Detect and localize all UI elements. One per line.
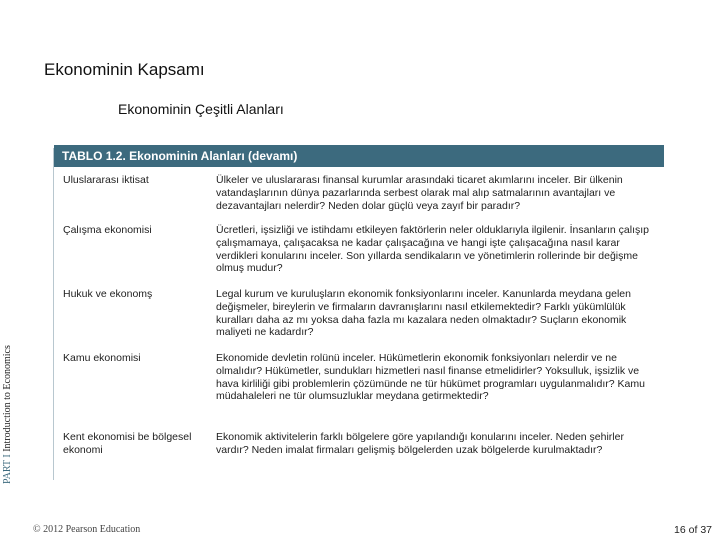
part-side-label: [2, 345, 13, 484]
row-description: Ekonomik aktivitelerin farklı bölgelere göre yapılandığı konularını inceler. Neden şehirler vardır? Neden imalat firmaları gelişmiş bölgelerden uzak bölgelerde kurulmaktadır?: [216, 431, 624, 456]
table-header: TABLO 1.2. Ekonominin Alanları (devamı): [54, 145, 664, 167]
row-description: Legal kurum ve kuruluşların ekonomik fonksiyonlarını inceler. Kanunlarda meydana gelen değişmeler, bireylerin ve firmaların davranışlarını nasıl etkilemektedir? Farklı yükümlülük kuralları daha az mı yoksa daha fazla mı kazalara neden olmaktadır? Suçların ekonomik maliyeti ne kadardır?: [216, 288, 631, 339]
slide-title: Ekonominin Kapsamı: [44, 60, 205, 79]
page-number: 16 of 37: [674, 524, 712, 536]
row-term: Kent ekonomisi be bölgesel ekonomi: [63, 431, 192, 456]
row-description: Ekonomide devletin rolünü inceler. Hükümetlerin ekonomik fonksiyonları nelerdir ve ne olmalıdır? Hükümetler, sundukları hizmetleri nasıl finanse etmelidirler? Yoksulluk, işsizlik ve hava kirliliği gibi problemlerin çözümünde ne tür hükümet programları uygulanmalıdır? Kamu müdahaleleri ne tür olumsuzluklar meydana getirmektedir?: [216, 352, 645, 403]
table-left-border: [53, 148, 54, 480]
row-description: Ücretleri, işsizliği ve istihdamı etkileyen faktörlerin neler olduklarıyla ilgilenir. İnsanların çalışıp çalışmamaya, çalışacaksa ne kadar çalışacağına ve hangi işte çalışacağına nasıl karar verdikleri konularını inceler. Son yıllarda sendikaların ve yönetimlerin rollerinde bir değişme olmuş mudur?: [216, 224, 650, 275]
row-term: Hukuk ve ekonomş: [63, 288, 153, 300]
row-term: Kamu ekonomisi: [63, 352, 141, 364]
row-term: Çalışma ekonomisi: [63, 224, 152, 236]
part-number: PART I: [2, 454, 13, 484]
slide-subtitle: Ekonominin Çeşitli Alanları: [118, 101, 284, 117]
row-description: Ülkeler ve uluslararası finansal kurumlar arasındaki ticaret akımlarını inceler. Bir ülkenin vatandaşlarının dünya pazarlarında serbest olarak mal alıp satmalarının avantajları ve dezavantajları nelerdir? Neden dolar güçlü veya zayıf bir paradır?: [216, 174, 623, 212]
part-title: Introduction to Economics: [2, 345, 13, 452]
copyright-notice: © 2012 Pearson Education: [33, 524, 141, 535]
row-term: Uluslararası iktisat: [63, 174, 149, 186]
